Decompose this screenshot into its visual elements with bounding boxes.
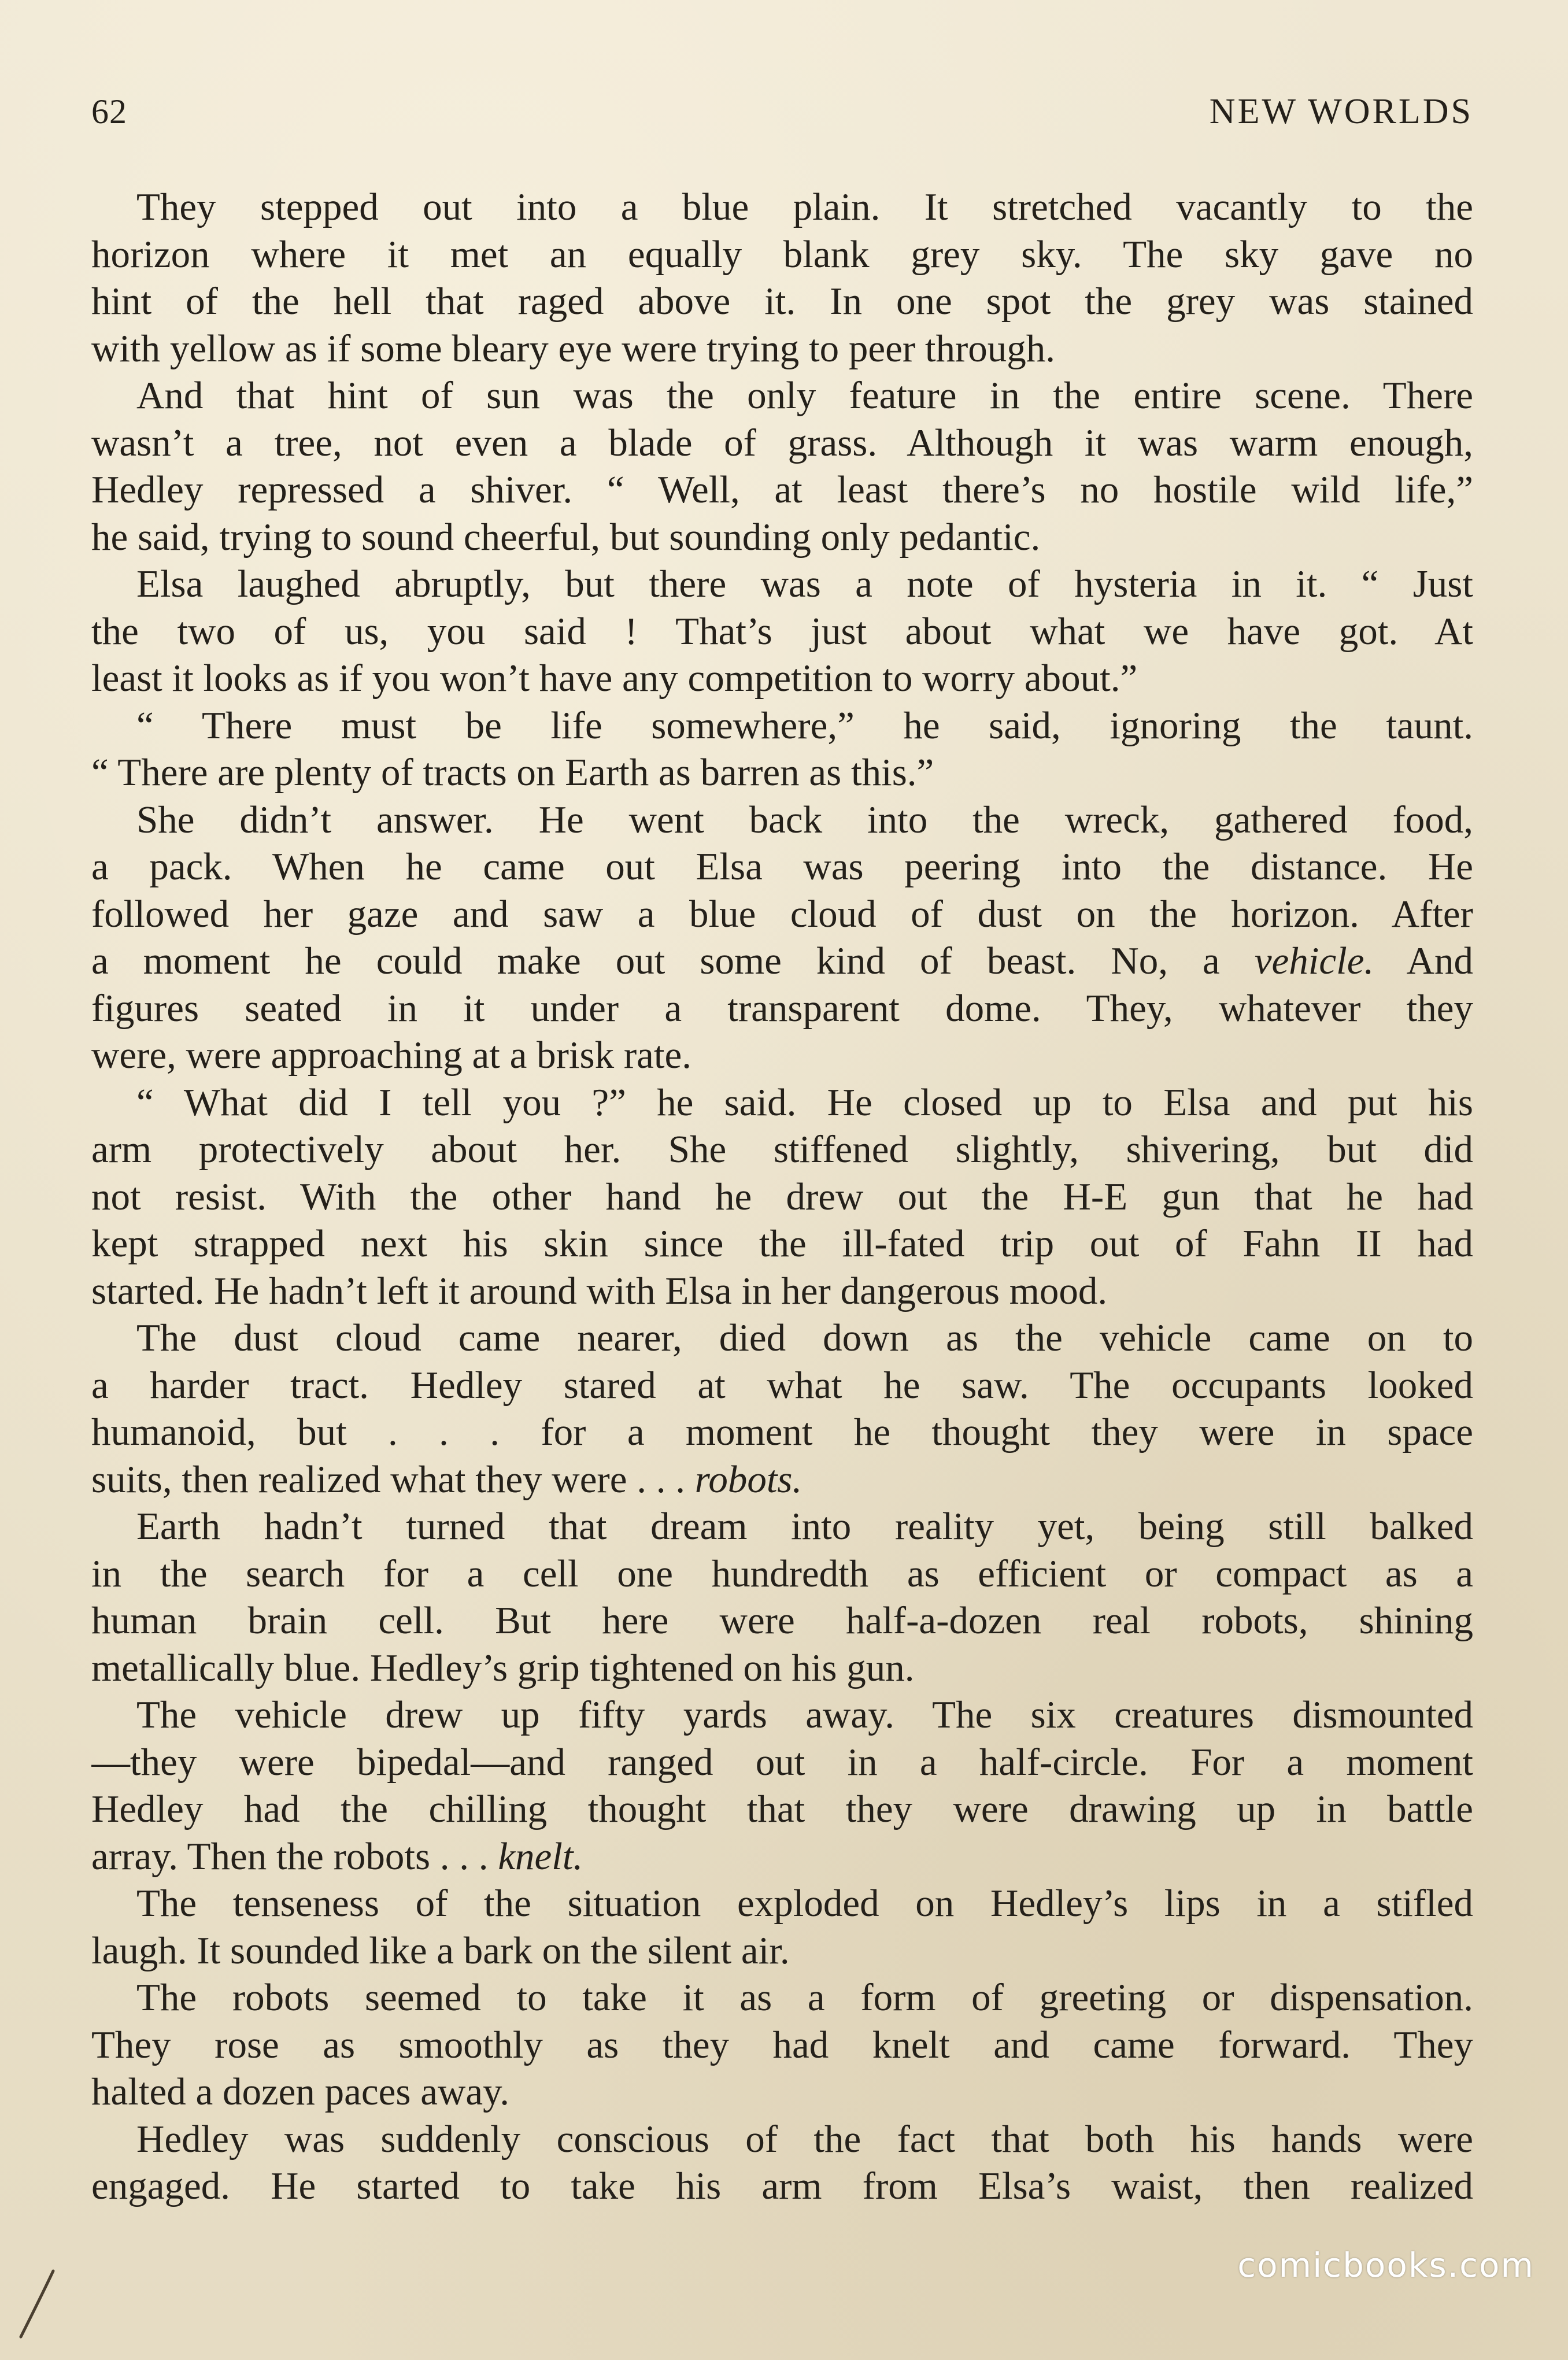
story-text [91,184,1473,2230]
text-line: wasn’t a tree, not even a blade of grass. Although it was warm enough, [91,421,1473,464]
running-head [91,86,1473,138]
text-line: They stepped out into a blue plain. It stretched vacantly to the [136,186,1473,228]
text-line: halted a dozen paces away. [91,2070,509,2113]
text-line: Hedley had the chilling thought that they were drawing up in battle [91,1788,1473,1830]
page-number: 62 [91,93,127,131]
text-line: The robots seemed to take it as a form of greeting or dispensation. [136,1976,1473,2019]
pencil-mark-icon [13,2266,65,2341]
text-line: arm protectively about her. She stiffened slightly, shivering, but did [91,1128,1473,1171]
text-line-with-italic [91,938,1473,985]
text-line: the two of us, you said ! That’s just about what we have got. At [91,609,1473,653]
text-run: array. Then the robots . . . [91,1834,498,1878]
journal-title: NEW WORLDS [1209,92,1473,131]
text-line: They rose as smoothly as they had knelt and came forward. They [91,2023,1473,2066]
text-line: started. He hadn’t left it around with Elsa in her dangerous mood. [91,1269,1108,1312]
text-run: And [1374,939,1473,982]
text-line: “ There must be life somewhere,” he said, ignoring the taunt. [136,704,1473,747]
text-line: Hedley was suddenly conscious of the fact that both his hands were [136,2117,1473,2161]
text-line: The tenseness of the situation exploded on Hedley’s lips in a stifled [136,1882,1473,1925]
text-line-with-italic [91,1833,1473,1881]
text-line: “ What did I tell you ?” he said. He closed up to Elsa and put his [136,1081,1473,1124]
text-line: metallically blue. Hedley’s grip tightened on his gun. [91,1646,915,1689]
text-line: followed her gaze and saw a blue cloud of dust on the horizon. After [91,892,1473,935]
text-line: —they were bipedal—and ranged out in a half-circle. For a moment [91,1740,1473,1784]
text-line: a pack. When he came out Elsa was peering into the distance. He [91,845,1473,888]
text-line: figures seated in it under a transparent dome. They, whatever they [91,986,1473,1030]
text-line: horizon where it met an equally blank grey sky. The sky gave no [91,232,1473,276]
text-line: in the search for a cell one hundredth as efficient or compact as a [91,1552,1473,1595]
italic-word: knelt. [498,1834,583,1878]
text-line: a harder tract. Hedley stared at what he saw. The occupants looked [91,1363,1473,1407]
text-line: And that hint of sun was the only feature in the entire scene. There [136,374,1473,417]
text-line: with yellow as if some bleary eye were trying to peer through. [91,327,1056,370]
text-line: not resist. With the other hand he drew out the H-E gun that he had [91,1175,1473,1218]
text-line: humanoid, but . . . for a moment he thought they were in space [91,1411,1473,1453]
text-line: he said, trying to sound cheerful, but sounding only pedantic. [91,515,1041,558]
watermark: comicbooks.com [1237,2246,1534,2285]
text-line: “ There are plenty of tracts on Earth as barren as this.” [91,751,934,794]
italic-word: robots. [694,1458,803,1501]
text-line: hint of the hell that raged above it. In one spot the grey was stained [91,280,1473,323]
text-line-with-italic [91,1456,1473,1504]
text-run: a moment he could make out some kind of beast. No, a [91,939,1255,982]
text-line: The dust cloud came nearer, died down as the vehicle came on to [136,1316,1473,1359]
text-line: Earth hadn’t turned that dream into reality yet, being still balked [136,1505,1473,1548]
text-line: Elsa laughed abruptly, but there was a note of hysteria in it. “ Just [136,563,1473,605]
text-line: laugh. It sounded like a bark on the silent air. [91,1929,790,1972]
text-line: The vehicle drew up fifty yards away. The six creatures dismounted [136,1693,1473,1736]
text-line: engaged. He started to take his arm from Elsa’s waist, then realized [91,2165,1473,2207]
text-line: least it looks as if you won’t have any competition to worry about.” [91,657,1138,700]
text-line: Hedley repressed a shiver. “ Well, at least there’s no hostile wild life,” [91,468,1473,511]
text-line: were, were approaching at a brisk rate. [91,1034,691,1077]
text-line: human brain cell. But here were half-a-dozen real robots, shining [91,1599,1473,1642]
text-run: suits, then realized what they were . . . [91,1458,695,1501]
text-line: She didn’t answer. He went back into the wreck, gathered food, [136,798,1473,841]
text-line: kept strapped next his skin since the ill-fated trip out of Fahn II had [91,1222,1473,1265]
italic-word: vehicle. [1254,939,1374,982]
